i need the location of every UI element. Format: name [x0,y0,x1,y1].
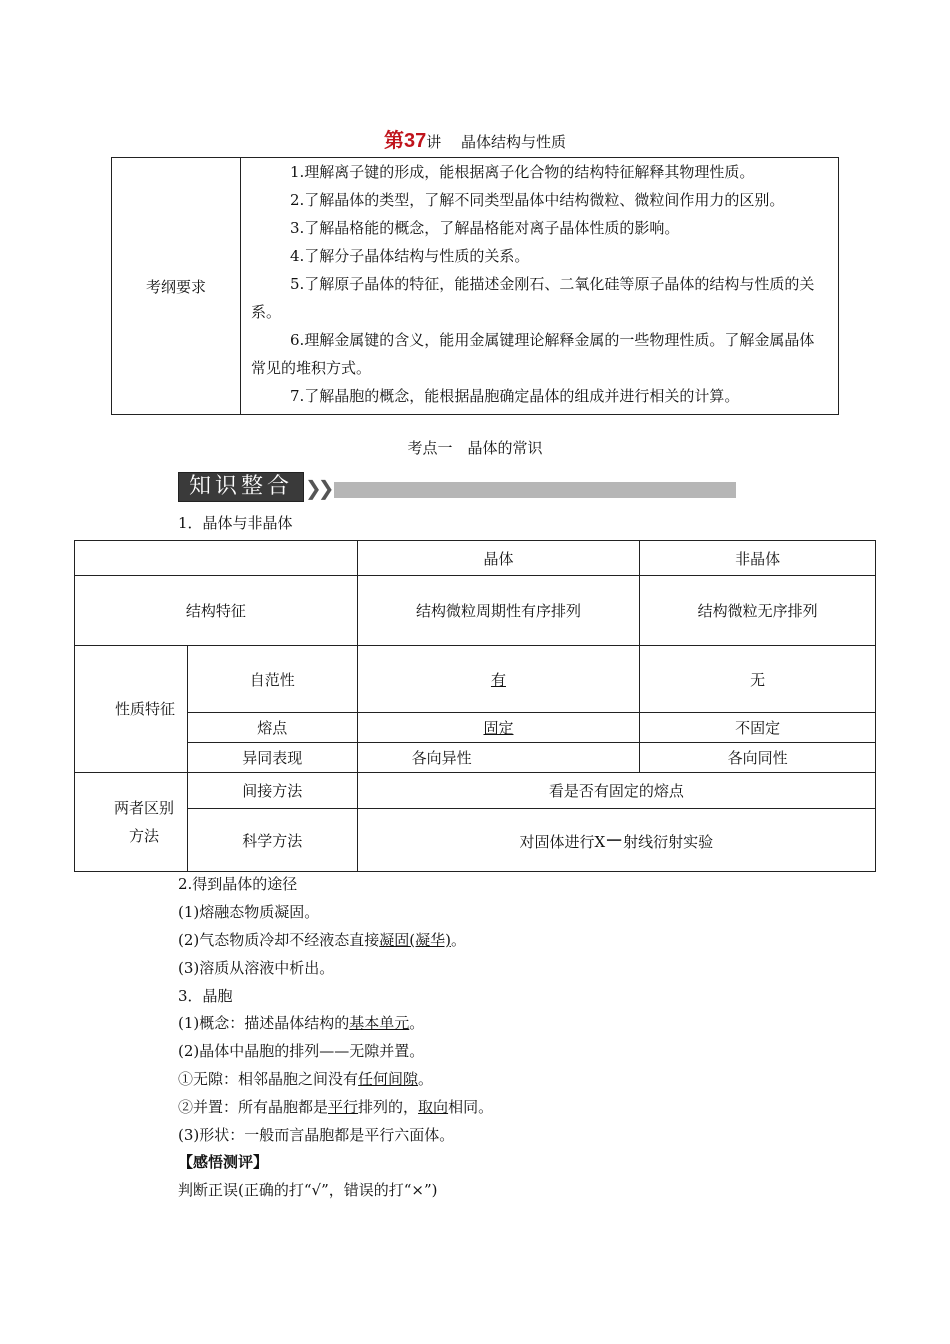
banner-bar [334,482,736,498]
text-span: 。 [409,1014,425,1032]
text-line: (2)晶体中晶胞的排列——无隙并置。 [178,1042,425,1060]
text-span: 排列的， [358,1098,419,1116]
text-line: (3)形状：一般而言晶胞都是平行六面体。 [178,1126,455,1144]
text-line [178,1096,493,1117]
requirement-item: 4.了解分子晶体结构与性质的关系。 [290,247,530,265]
underlined-answer: 任何间隙 [358,1070,419,1088]
double-chevron-icon: ❯❯ [305,476,331,500]
text-span: (2)气态物质冷却不经液态直接 [178,931,380,949]
requirements-list [241,158,839,415]
lecture-title [0,124,950,153]
science-label: 科学方法 [187,809,357,872]
text-line: (1)熔融态物质凝固。 [178,903,320,921]
requirement-item: 6.理解金属键的含义，能用金属键理论解释金属的一些物理性质。了解金属晶体常见的堆积方式。 [251,331,815,377]
isotropy-label: 异同表现 [187,743,357,773]
science-value-dash: － [605,831,624,852]
subheading: 1．晶体与非晶体 [178,514,293,532]
text-line [178,929,466,950]
underlined-answer: 基本单元 [349,1014,410,1032]
requirements-label: 考纲要求 [112,158,241,415]
text-span: ②并置：所有晶胞都是 [178,1098,329,1116]
header-blank [75,541,358,576]
isotropy-crystal: 各向异性 [357,743,640,773]
selfform-label: 自范性 [187,646,357,713]
text-line: (3)溶质从溶液中析出。 [178,959,335,977]
underlined-answer: 取向 [418,1098,449,1116]
section-title: 考点一 晶体的常识 [407,439,543,457]
indirect-label: 间接方法 [187,773,357,809]
property-group-label: 性质特征 [75,646,188,773]
selfform-crystal [357,646,640,713]
banner-label: 知识整合 [178,472,304,502]
requirement-item: 2.了解晶体的类型，了解不同类型晶体中结构微粒、微粒间作用力的区别。 [290,191,785,209]
structure-crystal: 结构微粒周期性有序排列 [357,576,640,646]
science-value [357,809,875,872]
underlined-answer: 凝固(凝华) [379,931,451,949]
selfform-amorphous: 无 [640,646,876,713]
science-value-a: 对固体进行X [519,833,606,851]
lecture-topic: 晶体结构与性质 [461,133,567,151]
melting-amorphous: 不固定 [640,713,876,743]
melting-label: 熔点 [187,713,357,743]
text-span: ①无隙：相邻晶胞之间没有 [178,1070,359,1088]
distinguish-group-label: 两者区别方法 [75,773,188,872]
structure-label: 结构特征 [75,576,358,646]
isotropy-amorphous: 各向同性 [640,743,876,773]
requirement-item: 7.了解晶胞的概念，能根据晶胞确定晶体的组成并进行相关的计算。 [290,387,740,405]
text-span: (1)概念：描述晶体结构的 [178,1014,350,1032]
lecture-word: 讲 [426,133,442,151]
evaluation-heading: 【感悟测评】 [178,1153,269,1171]
science-value-b: 射线衍射实验 [623,833,714,851]
underlined-answer: 平行 [328,1098,359,1116]
requirement-item: 5.了解原子晶体的特征，能描述金刚石、二氧化硅等原子晶体的结构与性质的关系。 [251,275,815,321]
text-line: 判断正误(正确的打“√”，错误的打“×”) [178,1181,438,1199]
text-line: 3．晶胞 [178,987,233,1005]
text-line [178,1012,424,1033]
comparison-table [74,540,876,872]
knowledge-banner [178,472,738,500]
text-span: 。 [418,1070,434,1088]
lecture-number: 第37 [383,130,427,152]
melting-crystal-value: 固定 [483,719,514,737]
requirement-item: 3.了解晶格能的概念，了解晶格能对离子晶体性质的影响。 [290,219,680,237]
melting-crystal [357,713,640,743]
selfform-crystal-value: 有 [490,670,506,689]
structure-amorphous: 结构微粒无序排列 [640,576,876,646]
text-line: 2.得到晶体的途径 [178,875,298,893]
requirement-item: 1.理解离子键的形成，能根据离子化合物的结构特征解释其物理性质。 [290,163,755,181]
indirect-value: 看是否有固定的熔点 [357,773,875,809]
text-span: 。 [450,931,466,949]
header-amorphous: 非晶体 [640,541,876,576]
text-span: 相同。 [448,1098,494,1116]
requirements-table [111,157,839,415]
text-line [178,1068,433,1089]
header-crystal: 晶体 [357,541,640,576]
